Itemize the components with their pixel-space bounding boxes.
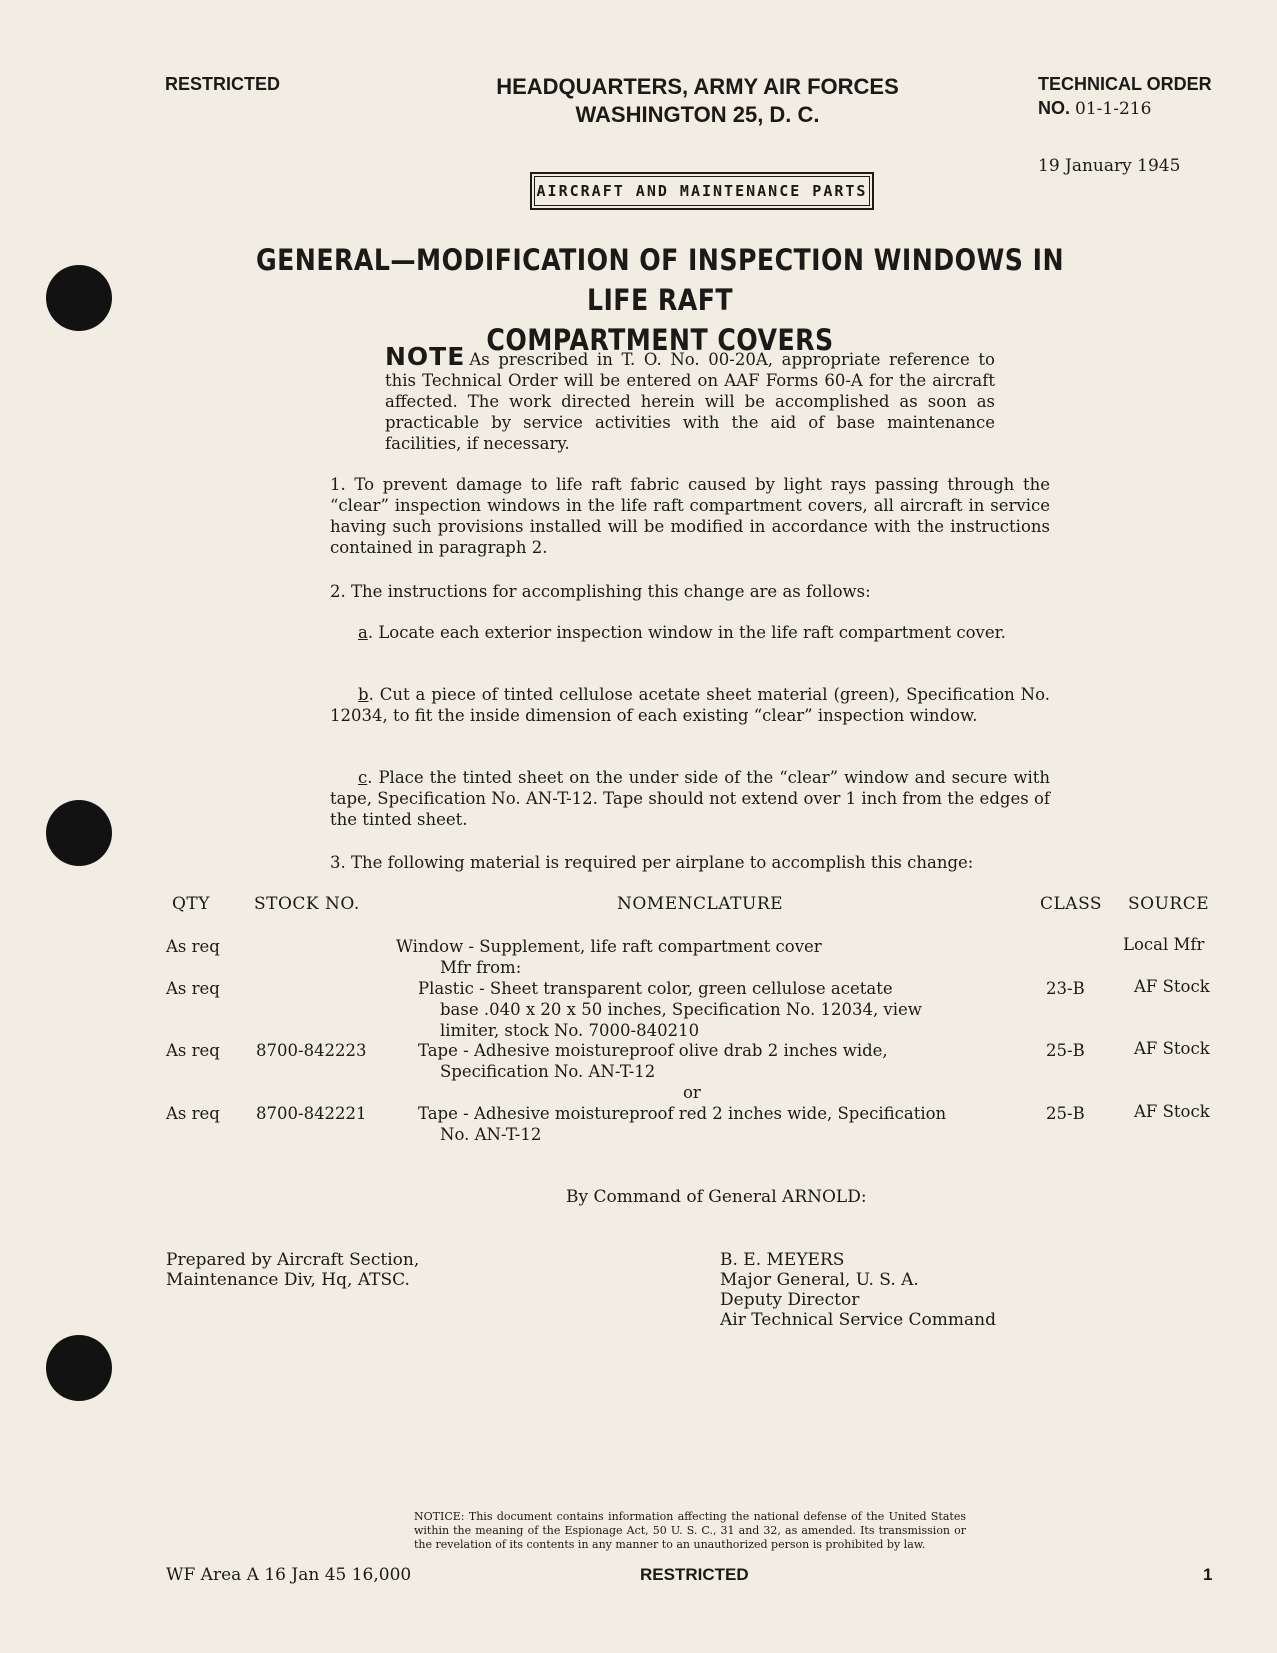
issue-date: 19 January 1945 [1038, 156, 1181, 176]
row-nomenclature-cont: Specification No. AN-T-12 [440, 1062, 656, 1081]
row-nomenclature: Tape - Adhesive moistureproof red 2 inches wide, Specification [418, 1104, 947, 1123]
row-nomenclature-cont: No. AN-T-12 [440, 1125, 542, 1144]
paragraph-3: 3. The following material is required per airplane to accomplish this change: [330, 853, 974, 872]
step-a [330, 622, 1050, 643]
row-stock-no: 8700-842223 [256, 1041, 367, 1060]
signer-name: B. E. MEYERS [720, 1250, 845, 1270]
hq-line-2: WASHINGTON 25, D. C. [575, 102, 820, 127]
row-source: AF Stock [1134, 977, 1210, 996]
step-b-text: . Cut a piece of tinted cellulose acetate sheet material (green), Specification No. 12034, to fit the inside dimension of each existing “clear” inspection window. [330, 685, 1050, 725]
header-nomenclature: NOMENCLATURE [617, 894, 784, 914]
to-line-1: TECHNICAL ORDER [1038, 74, 1212, 94]
espionage-notice: NOTICE: This document contains information affecting the national defense of the United States within the meaning of the Espionage Act, 50 U. S. C., 31 and 32, as amended. Its transmission or the revelation of its contents in any manner to an unauthorized person is prohibited by law. [414, 1510, 966, 1551]
classification-bottom: RESTRICTED [640, 1565, 749, 1584]
signer-org: Air Technical Service Command [720, 1310, 996, 1330]
paragraph-2: 2. The instructions for accomplishing this change are as follows: [330, 582, 871, 601]
row-nomenclature-cont: Mfr from: [440, 958, 522, 977]
prepared-line-2: Maintenance Div, Hq, ATSC. [166, 1270, 410, 1290]
binder-hole [46, 800, 112, 866]
title-line-1: GENERAL—MODIFICATION OF INSPECTION WINDOWS IN LIFE RAFT [255, 243, 1065, 317]
step-a-text: . Locate each exterior inspection window in the life raft compartment cover. [367, 623, 1006, 642]
header-source: SOURCE [1128, 894, 1210, 914]
row-nomenclature: Window - Supplement, life raft compartment cover [396, 937, 822, 956]
to-number: 01-1-216 [1075, 99, 1152, 119]
classification-top: RESTRICTED [165, 74, 281, 94]
row-nomenclature-cont: limiter, stock No. 7000-840210 [440, 1021, 700, 1040]
category-label: AIRCRAFT AND MAINTENANCE PARTS [534, 176, 870, 206]
binder-hole [46, 265, 112, 331]
signature-block [720, 1250, 996, 1330]
hq-line-1: HEADQUARTERS, ARMY AIR FORCES [496, 74, 899, 99]
step-a-label: a [358, 623, 368, 642]
row-qty: As req [166, 979, 220, 998]
step-c-text: . Place the tinted sheet on the under side of the “clear” window and secure with tape, Specification No. AN-T-12. Tape should not extend over 1 inch from the edges of the tinted sheet. [330, 768, 1050, 829]
row-qty: As req [166, 1104, 220, 1123]
header-stock-no: STOCK NO. [254, 894, 360, 914]
row-nomenclature-cont: base .040 x 20 x 50 inches, Specification No. 12034, view [440, 1000, 922, 1019]
row-nomenclature: Tape - Adhesive moistureproof olive drab 2 inches wide, [418, 1041, 888, 1060]
row-qty: As req [166, 1041, 220, 1060]
step-b [330, 684, 1050, 726]
technical-order-number [1038, 72, 1212, 121]
row-nomenclature: Plastic - Sheet transparent color, green cellulose acetate [418, 979, 893, 998]
step-b-label: b [358, 685, 369, 704]
row-source: Local Mfr [1123, 935, 1205, 954]
row-source: AF Stock [1134, 1039, 1210, 1058]
signer-rank: Major General, U. S. A. [720, 1270, 919, 1290]
note-block [385, 342, 995, 454]
issuing-headquarters [420, 73, 975, 129]
command-line: By Command of General ARNOLD: [566, 1187, 867, 1207]
paragraph-1: 1. To prevent damage to life raft fabric caused by light rays passing through the “clear” inspection windows in the life raft compartment covers, all aircraft in service having such provisions installed will be modified in accordance with the instructions contained in paragraph 2. [330, 475, 1050, 557]
header-qty: QTY [172, 894, 210, 914]
binder-hole [46, 1335, 112, 1401]
row-qty: As req [166, 937, 220, 956]
to-label: NO. [1038, 98, 1071, 118]
document-title [225, 240, 1095, 360]
note-label: NOTE [385, 342, 466, 371]
step-c [330, 767, 1050, 830]
header-class: CLASS [1040, 894, 1103, 914]
prepared-line-1: Prepared by Aircraft Section, [166, 1250, 420, 1270]
row-stock-no: 8700-842221 [256, 1104, 367, 1123]
or-separator: or [683, 1083, 701, 1102]
row-class: 23-B [1046, 979, 1085, 998]
step-c-label: c [358, 768, 368, 787]
signer-title: Deputy Director [720, 1290, 860, 1310]
page-number: 1 [1203, 1565, 1213, 1584]
category-banner [530, 172, 874, 210]
to-line-2 [1038, 96, 1212, 121]
row-class: 25-B [1046, 1041, 1085, 1060]
prepared-by [166, 1250, 419, 1290]
title-line-2: COMPARTMENT COVERS [486, 323, 834, 357]
print-info: WF Area A 16 Jan 45 16,000 [166, 1565, 412, 1585]
note-text: As prescribed in T. O. No. 00-20A, appropriate reference to this Technical Order will be entered on AAF Forms 60-A for the aircraft affected. The work directed herein will be accomplished as soon as practicable by service activities with the aid of base maintenance facilities, if necessary. [385, 350, 995, 453]
row-class: 25-B [1046, 1104, 1085, 1123]
row-source: AF Stock [1134, 1102, 1210, 1121]
